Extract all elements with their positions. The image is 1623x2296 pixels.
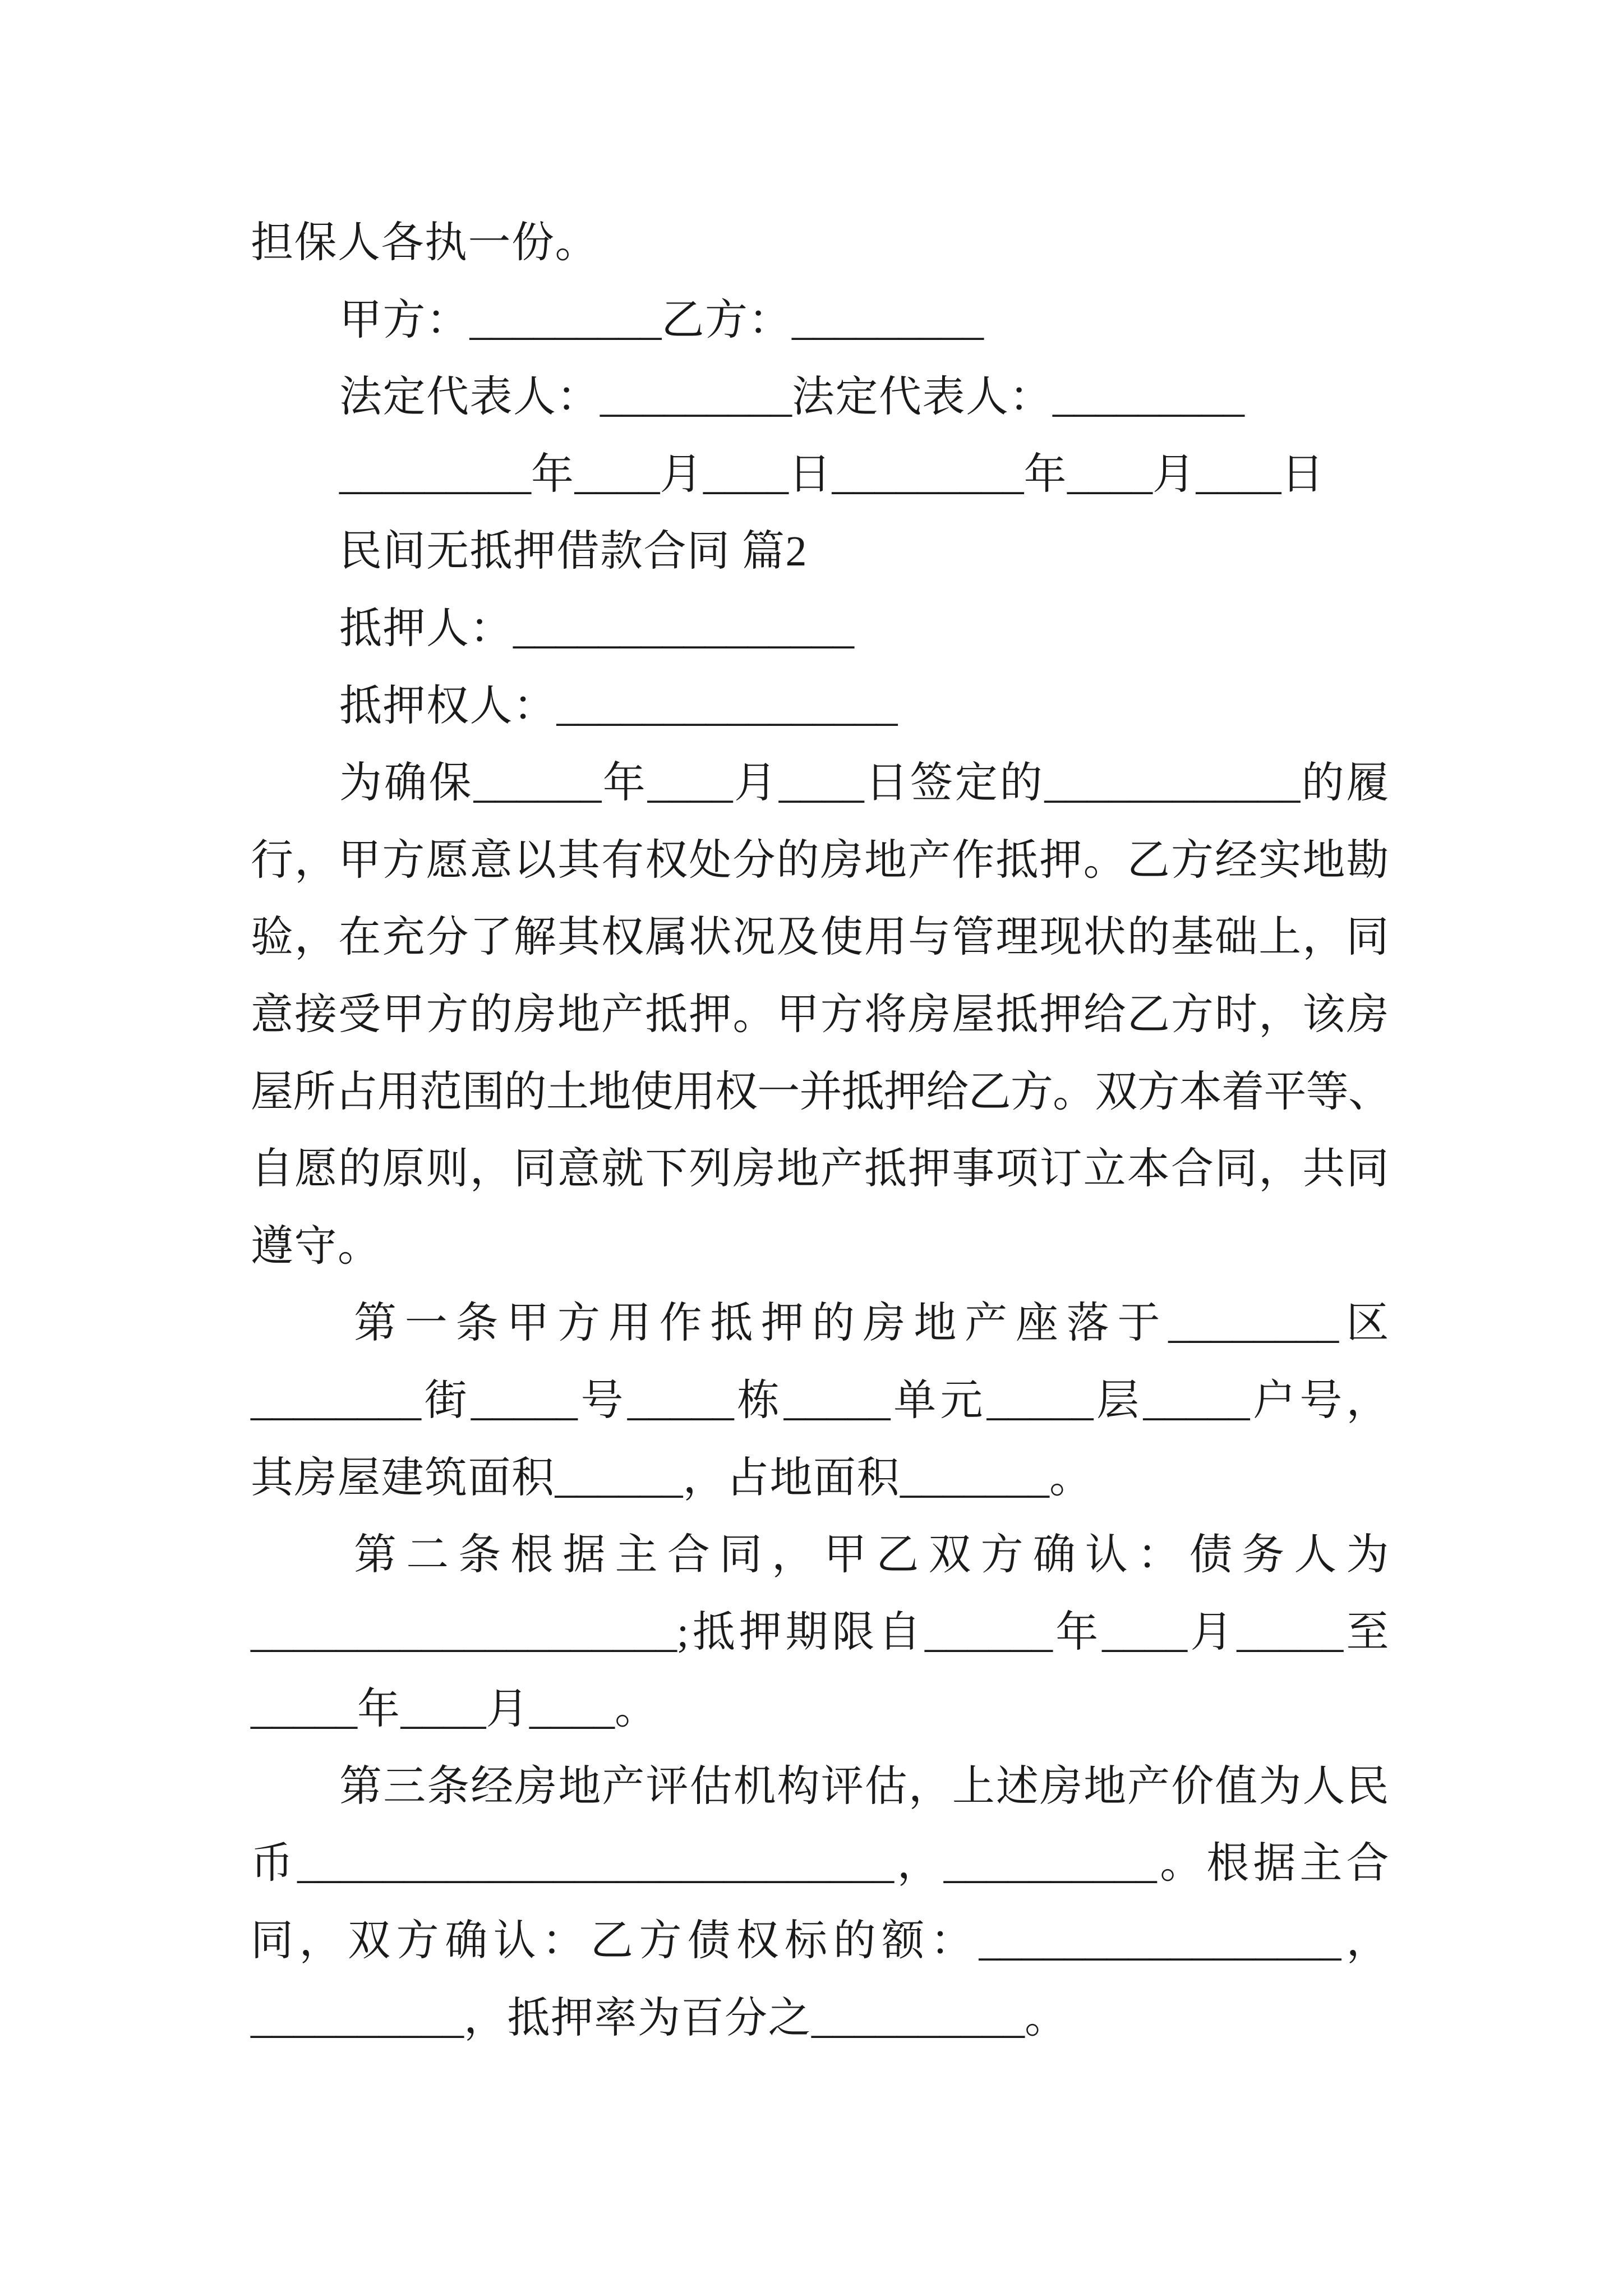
- line-text: 验，在充分了解其权属状况及使用与管理现状的基础上，同: [251, 914, 1390, 961]
- fill-in-blank: _____: [471, 1377, 578, 1424]
- line-text: 意接受甲方的房地产抵押。甲方将房屋抵押给乙方时，该房: [251, 991, 1390, 1038]
- fill-in-blank: ____________________________: [297, 1840, 895, 1888]
- fill-in-blank: _________: [469, 296, 662, 344]
- preamble-line: [251, 1131, 1390, 1208]
- line-text: 同，双方确认：乙方债权标的额：_________________，: [251, 1917, 1390, 1965]
- fill-in-blank: ____: [529, 1686, 615, 1733]
- preamble-line: [251, 977, 1390, 1054]
- closing-copies-line: [251, 205, 1390, 282]
- line-text: _____年____月____。: [251, 1686, 658, 1733]
- line-text: ________街_____号_____栋_____单元_____层_____户号，: [251, 1377, 1390, 1424]
- line-text: 屋所占用范围的土地使用权一并抵押给乙方。双方本着平等、: [251, 1068, 1390, 1116]
- preamble-line: [251, 1208, 1390, 1286]
- section-title: [251, 513, 1390, 591]
- fill-in-blank: ____: [778, 760, 864, 807]
- article-three-line: [251, 1825, 1390, 1903]
- line-text: 行，甲方愿意以其有权处分的房地产作抵押。乙方经实地勘: [251, 836, 1390, 884]
- line-text: 币____________________________，__________。根据主合: [251, 1840, 1390, 1888]
- line-text: 自愿的原则，同意就下列房地产抵押事项订立本合同，共同: [251, 1145, 1390, 1193]
- line-text: __________，抵押率为百分之__________。: [251, 1994, 1068, 2042]
- article-one-line: [251, 1285, 1390, 1363]
- fill-in-blank: _____: [1143, 1377, 1250, 1424]
- fill-in-blank: ________: [251, 1377, 421, 1424]
- party-signature-line: [251, 282, 1390, 360]
- legal-representative-line: [251, 359, 1390, 436]
- fill-in-blank: ____: [1067, 450, 1152, 498]
- fill-in-blank: _________: [792, 296, 984, 344]
- fill-in-blank: __________: [251, 1994, 464, 2042]
- fill-in-blank: ______: [473, 760, 602, 807]
- fill-in-blank: _____: [986, 1377, 1094, 1424]
- preamble-line: [251, 899, 1390, 977]
- fill-in-blank: _________: [600, 374, 792, 421]
- article-three-line: [251, 1749, 1390, 1826]
- fill-in-blank: _________________: [979, 1917, 1341, 1965]
- fill-in-blank: _____: [627, 1377, 734, 1424]
- document-page: [251, 205, 1390, 2057]
- line-text: 第一条甲方用作抵押的房地产座落于________区: [354, 1300, 1390, 1347]
- fill-in-blank: _________: [1053, 374, 1244, 421]
- line-text: 遵守。: [251, 1222, 381, 1270]
- article-two-line: [251, 1517, 1390, 1594]
- fill-in-blank: ________: [1168, 1300, 1339, 1347]
- article-three-line: [251, 1980, 1390, 2058]
- fill-in-blank: _________: [832, 450, 1024, 498]
- fill-in-blank: ________________: [556, 682, 898, 730]
- fill-in-blank: _______: [900, 1454, 1049, 1502]
- fill-in-blank: ____: [1102, 1608, 1188, 1656]
- line-text: 民间无抵押借款合同 篇2: [339, 528, 808, 576]
- article-one-line: [251, 1363, 1390, 1440]
- fill-in-blank: _____: [783, 1377, 891, 1424]
- line-text: ____________________;抵押期限自______年____月_____至: [251, 1608, 1390, 1656]
- fill-in-blank: ____________________: [251, 1608, 677, 1656]
- line-text: 担保人各执一份。: [251, 219, 598, 266]
- fill-in-blank: ______: [924, 1608, 1053, 1656]
- article-two-line: [251, 1671, 1390, 1749]
- article-one-line: [251, 1440, 1390, 1517]
- article-two-line: [251, 1594, 1390, 1672]
- preamble-line: [251, 1054, 1390, 1131]
- line-text: 第二条根据主合同，甲乙双方确认：债务人为: [354, 1531, 1390, 1579]
- fill-in-blank: ____: [574, 450, 660, 498]
- fill-in-blank: ____: [703, 450, 789, 498]
- preamble-line: [251, 745, 1390, 822]
- fill-in-blank: __________: [811, 1994, 1025, 2042]
- mortgagor-line: [251, 591, 1390, 668]
- line-text: 为确保______年____月____日签定的____________的履: [339, 760, 1390, 807]
- line-text: 第三条经房地产评估机构评估，上述房地产价值为人民: [339, 1763, 1390, 1810]
- fill-in-blank: _____: [251, 1686, 357, 1733]
- fill-in-blank: ________________: [513, 605, 854, 652]
- fill-in-blank: _________: [339, 450, 531, 498]
- mortgagee-line: [251, 668, 1390, 746]
- line-text: 其房屋建筑面积______，占地面积_______。: [251, 1454, 1093, 1502]
- line-text: _________年____月____日_________年____月____日: [339, 450, 1325, 498]
- fill-in-blank: __________: [943, 1840, 1157, 1888]
- article-three-line: [251, 1903, 1390, 1980]
- fill-in-blank: ____: [647, 760, 733, 807]
- fill-in-blank: ____________: [1044, 760, 1301, 807]
- fill-in-blank: ______: [555, 1454, 683, 1502]
- line-text: 抵押人：________________: [339, 605, 854, 652]
- fill-in-blank: ____: [400, 1686, 486, 1733]
- line-text: 法定代表人：_________法定代表人：_________: [339, 374, 1244, 421]
- line-text: 甲方：_________乙方：_________: [339, 296, 984, 344]
- line-text: 抵押权人：________________: [339, 682, 898, 730]
- preamble-line: [251, 822, 1390, 900]
- fill-in-blank: _____: [1237, 1608, 1344, 1656]
- signature-date-line: [251, 436, 1390, 514]
- fill-in-blank: ____: [1196, 450, 1281, 498]
